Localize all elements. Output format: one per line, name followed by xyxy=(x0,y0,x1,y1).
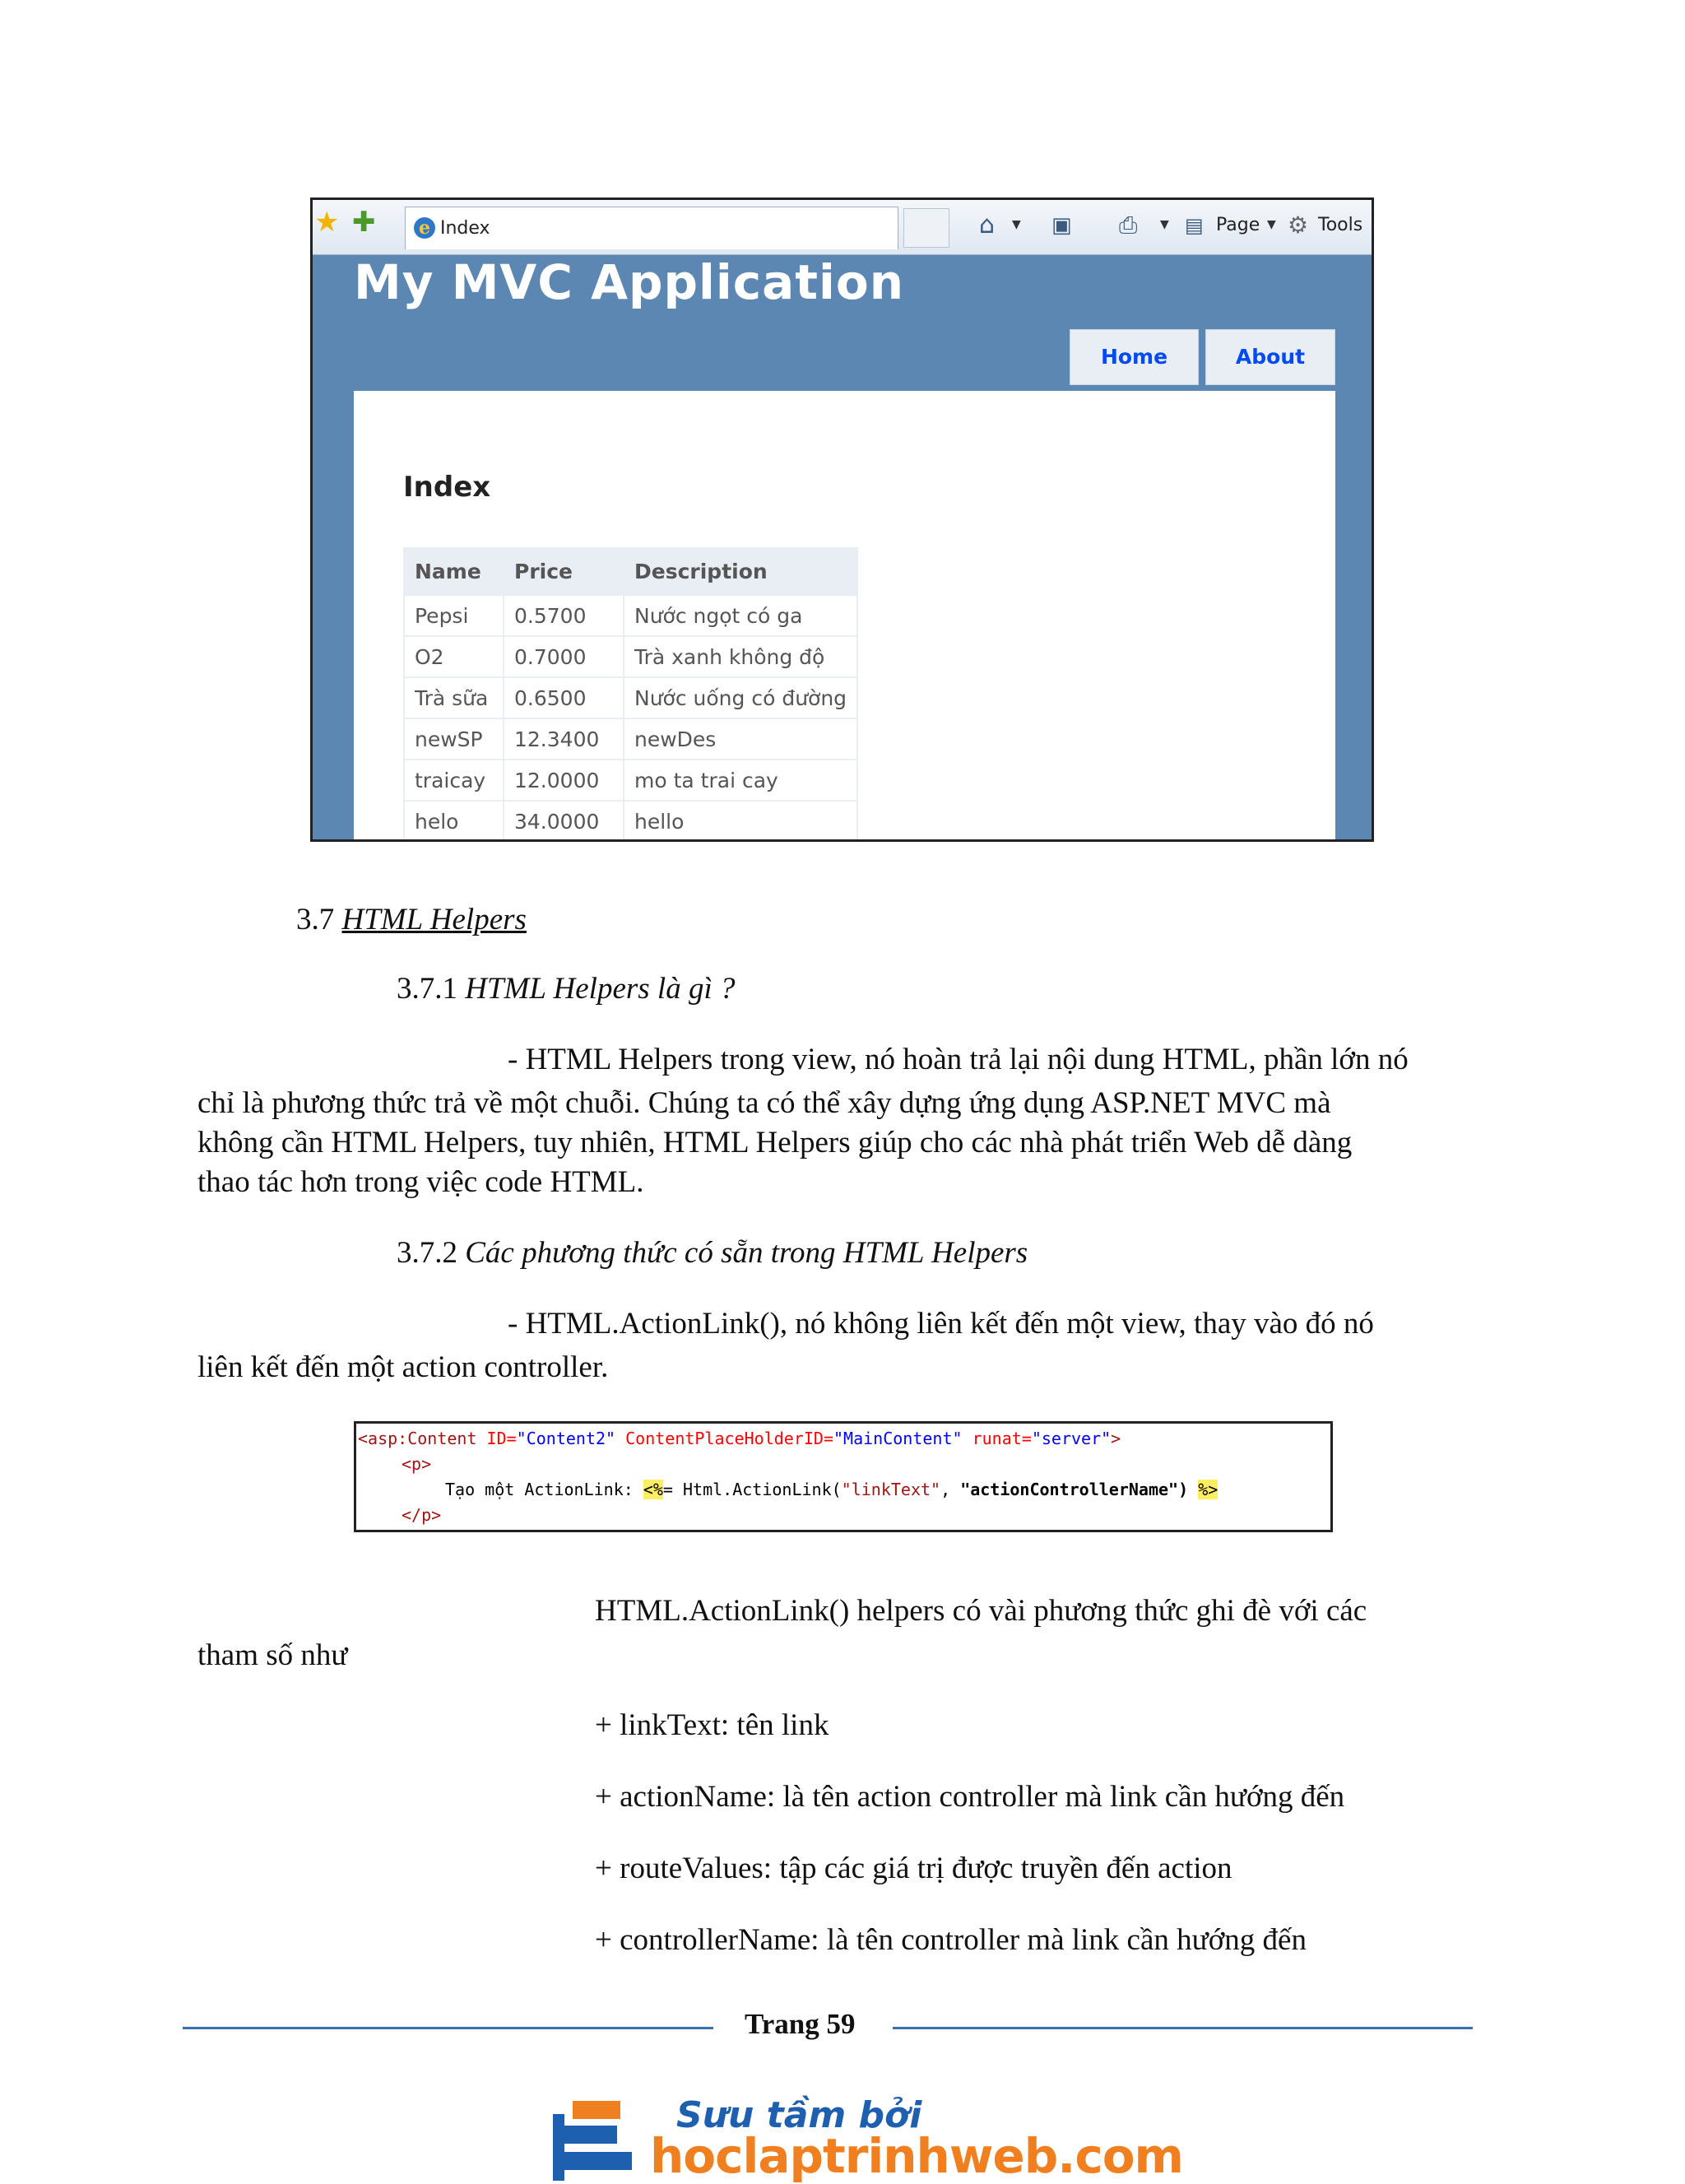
table-cell: 34.0000 xyxy=(504,801,624,842)
products-table xyxy=(403,547,858,842)
page-icon[interactable]: ▤ xyxy=(1185,214,1204,237)
table-cell: 12.3400 xyxy=(504,718,624,760)
rss-feed-icon[interactable]: ▣ xyxy=(1051,213,1072,238)
table-cell: O2 xyxy=(404,636,504,677)
paragraph-line: - HTML.ActionLink(), nó không liên kết đến một view, thay vào đó nó xyxy=(508,1307,1374,1341)
tab-title: Index xyxy=(440,218,490,239)
paragraph-line: HTML.ActionLink() helpers có vài phương thức ghi đè với các xyxy=(595,1594,1367,1628)
logo-tagline: Sưu tầm bởi xyxy=(676,2094,922,2136)
table-row xyxy=(404,801,857,842)
section-heading-3-7 xyxy=(296,899,527,941)
table-cell: Pepsi xyxy=(404,595,504,636)
table-row xyxy=(404,760,857,801)
ie-logo-icon: e xyxy=(414,217,435,239)
section-title: HTML Helpers xyxy=(341,903,527,936)
favorites-star-icon[interactable]: ★ xyxy=(314,206,340,239)
table-cell: newDes xyxy=(624,718,857,760)
table-row xyxy=(404,718,857,760)
table-cell: Nước ngọt có ga xyxy=(624,595,857,636)
table-cell: 12.0000 xyxy=(504,760,624,801)
section-heading-3-7-2 xyxy=(397,1233,1028,1274)
code-line: <p> xyxy=(402,1454,432,1474)
table-row xyxy=(404,677,857,718)
table-cell: Nước uống có đường xyxy=(624,677,857,718)
section-title: HTML Helpers là gì ? xyxy=(465,972,736,1006)
section-number: 3.7 xyxy=(296,903,342,936)
page-number: Trang 59 xyxy=(745,2008,856,2040)
table-cell: newSP xyxy=(404,718,504,760)
tools-menu[interactable]: Tools xyxy=(1318,215,1363,235)
table-cell: hello xyxy=(624,801,857,842)
footer-rule-left xyxy=(183,2027,713,2029)
page-heading: Index xyxy=(403,471,491,504)
table-cell: traicay xyxy=(404,760,504,801)
paragraph-line: thao tác hơn trong việc code HTML. xyxy=(197,1165,644,1199)
table-row xyxy=(404,636,857,677)
code-line: Tạo một ActionLink: <%= Html.ActionLink("linkText", "actionControllerName") %> xyxy=(445,1480,1218,1499)
table-cell: helo xyxy=(404,801,504,842)
list-item: + linkText: tên link xyxy=(595,1708,829,1742)
home-icon[interactable]: ⌂ xyxy=(979,211,996,239)
logo-wordmark: hoclaptrinhweb.com xyxy=(650,2128,1183,2184)
list-item: + controllerName: là tên controller mà link cần hướng đến xyxy=(595,1923,1307,1957)
paragraph-line: tham số như xyxy=(197,1638,348,1672)
footer-rule-right xyxy=(893,2027,1473,2029)
app-title: My MVC Application xyxy=(354,254,905,310)
column-header: Description xyxy=(624,548,857,595)
print-icon[interactable]: ⎙ xyxy=(1119,211,1138,239)
table-cell: mo ta trai cay xyxy=(624,760,857,801)
page-menu[interactable]: Page xyxy=(1216,215,1260,235)
table-cell: 0.7000 xyxy=(504,636,624,677)
paragraph-line: chỉ là phương thức trả về một chuỗi. Chúng ta có thể xây dựng ứng dụng ASP.NET MVC mà xyxy=(197,1086,1331,1120)
table-cell: Trà sữa xyxy=(404,677,504,718)
section-number: 3.7.1 xyxy=(397,972,466,1006)
chevron-down-icon[interactable]: ▼ xyxy=(1160,218,1169,231)
nav-about[interactable]: About xyxy=(1205,329,1335,385)
gear-icon[interactable]: ⚙ xyxy=(1288,211,1309,239)
browser-screenshot xyxy=(310,197,1374,842)
section-number: 3.7.2 xyxy=(397,1236,466,1270)
paragraph-line: không cần HTML Helpers, tuy nhiên, HTML Helpers giúp cho các nhà phát triển Web dễ dàng xyxy=(197,1126,1353,1159)
table-header-row xyxy=(404,548,857,595)
list-item: + actionName: là tên action controller mà link cần hướng đến xyxy=(595,1780,1345,1814)
nav-home[interactable]: Home xyxy=(1070,329,1199,385)
site-logo-icon xyxy=(553,2101,632,2181)
paragraph-line: - HTML Helpers trong view, nó hoàn trả lại nội dung HTML, phần lớn nó xyxy=(508,1043,1409,1076)
add-favorites-icon[interactable]: ✚ xyxy=(352,206,376,239)
new-tab-button[interactable] xyxy=(903,208,949,248)
browser-tab[interactable] xyxy=(405,207,898,249)
chevron-down-icon[interactable]: ▼ xyxy=(1267,218,1276,231)
table-cell: 0.6500 xyxy=(504,677,624,718)
section-heading-3-7-1 xyxy=(397,969,735,1010)
main-content xyxy=(354,391,1335,842)
list-item: + routeValues: tập các giá trị được truyền đến action xyxy=(595,1852,1232,1885)
section-title: Các phương thức có sẵn trong HTML Helpers xyxy=(465,1236,1028,1270)
table-cell: 0.5700 xyxy=(504,595,624,636)
code-snippet xyxy=(354,1421,1333,1532)
table-cell: Trà xanh không độ xyxy=(624,636,857,677)
table-row xyxy=(404,595,857,636)
browser-toolbar xyxy=(313,200,1372,255)
chevron-down-icon[interactable]: ▼ xyxy=(1012,218,1021,231)
paragraph-line: liên kết đến một action controller. xyxy=(197,1350,609,1384)
column-header: Price xyxy=(504,548,624,595)
code-line: </p> xyxy=(402,1505,442,1525)
code-line: <asp:Content ID="Content2" ContentPlaceHolderID="MainContent" runat="server"> xyxy=(358,1429,1121,1448)
column-header: Name xyxy=(404,548,504,595)
